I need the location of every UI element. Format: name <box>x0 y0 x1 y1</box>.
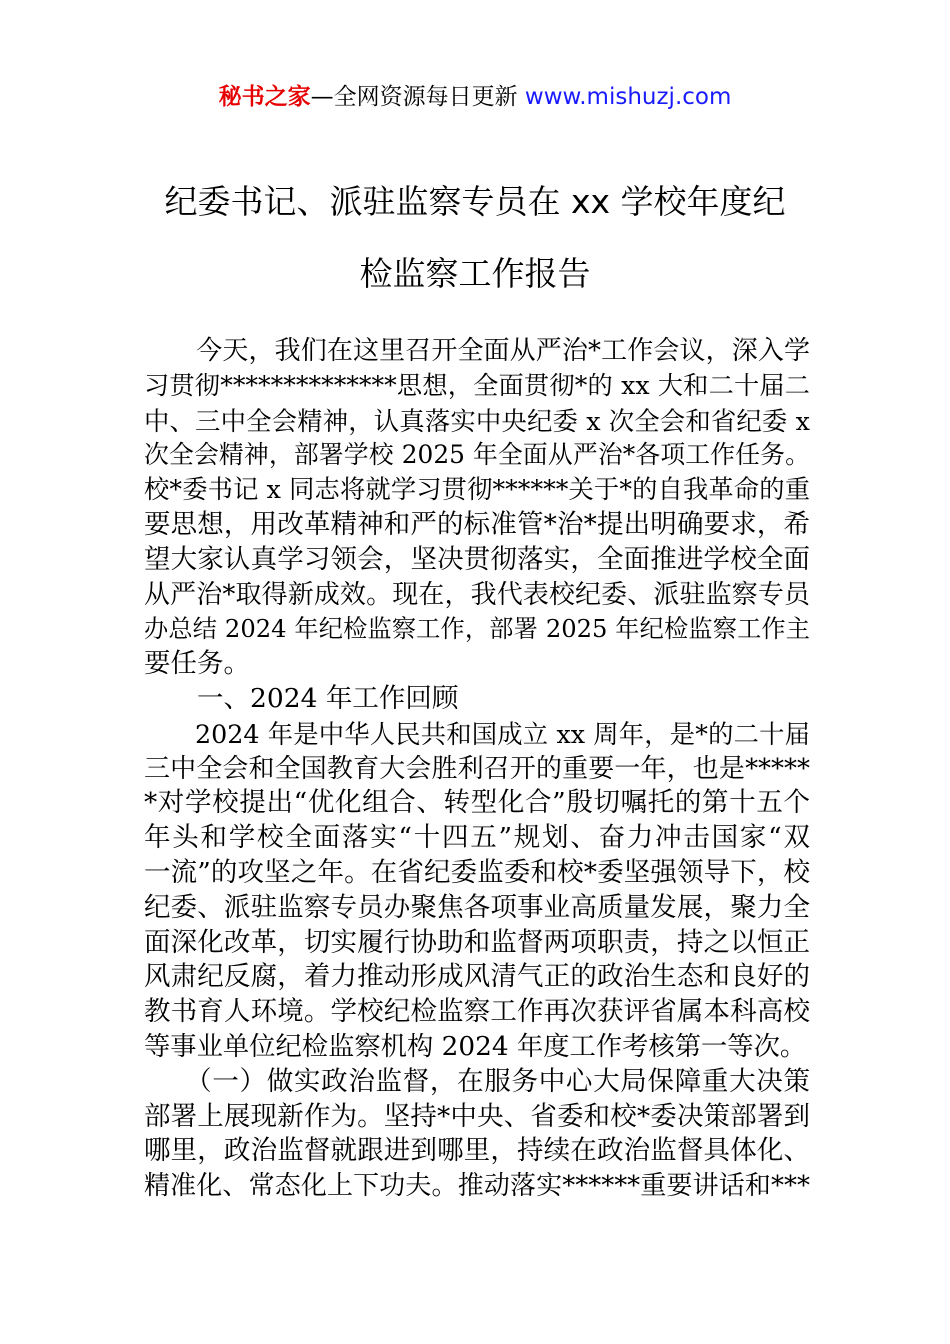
body-line: 一流”的攻坚之年。在省纪委监委和校*委坚强领导下，校 <box>144 856 810 888</box>
body-line: 今天，我们在这里召开全面从严治*工作会议，深入学 <box>144 336 810 366</box>
body-line: 面深化改革，切实履行协助和监督两项职责，持之以恒正 <box>144 926 810 958</box>
body-line: 校*委书记 x 同志将就学习贯彻******关于*的自我革命的重 <box>144 475 810 505</box>
body-line: 等事业单位纪检监察机构 2024 年度工作考核第一等次。 <box>144 1031 807 1062</box>
body-line: 精准化、常态化上下功夫。推动落实******重要讲话和*** <box>144 1171 810 1202</box>
document-body <box>144 334 810 1204</box>
document-title <box>120 166 830 310</box>
body-line: *对学校提出“优化组合、转型化合”殷切嘱托的第十五个 <box>144 787 810 819</box>
site-header <box>0 80 950 114</box>
body-line: 办总结 2024 年纪检监察工作，部署 2025 年纪检监察工作主 <box>144 615 810 644</box>
site-slogan: —全网资源每日更新 <box>310 84 518 110</box>
site-url-link[interactable]: www.mishuzj.com <box>524 84 732 110</box>
body-line: 次全会精神，部署学校 2025 年全面从严治*各项工作任务。 <box>144 440 810 470</box>
body-line: 2024 年是中华人民共和国成立 xx 周年，是*的二十届 <box>144 718 810 749</box>
body-line: 要任务。 <box>144 648 250 680</box>
body-line: 部署上展现新作为。坚持*中央、省委和校*委决策部署到 <box>144 1100 810 1132</box>
site-brand: 秘书之家 <box>218 84 311 110</box>
title-line-2: 检监察工作报告 <box>359 254 591 293</box>
body-line: 年头和学校全面落实“十四五”规划、奋力冲击国家“双 <box>144 822 810 854</box>
body-line: 纪委、派驻监察专员办聚焦各项事业高质量发展，聚力全 <box>144 891 810 923</box>
body-line: （一）做实政治监督，在服务中心大局保障重大决策 <box>144 1065 810 1097</box>
title-line-1: 纪委书记、派驻监察专员在 xx 学校年度纪 <box>164 182 786 221</box>
body-line: 望大家认真学习领会，坚决贯彻落实，全面推进学校全面 <box>144 543 810 575</box>
body-line: 中、三中全会精神，认真落实中央纪委 x 次全会和省纪委 x <box>144 405 810 436</box>
body-line: 三中全会和全国教育大会胜利召开的重要一年，也是***** <box>144 753 810 784</box>
body-line: 教书育人环境。学校纪检监察工作再次获评省属本科高校 <box>144 996 810 1028</box>
body-line: 要思想，用改革精神和严的标准管*治*提出明确要求，希 <box>144 508 810 540</box>
body-line: 风肃纪反腐，着力推动形成风清气正的政治生态和良好的 <box>144 961 810 993</box>
body-line: 习贯彻**************思想，全面贯彻*的 xx 大和二十届二 <box>144 370 810 400</box>
body-line: 哪里，政治监督就跟进到哪里，持续在政治监督具体化、 <box>144 1135 810 1167</box>
body-line: 从严治*取得新成效。现在，我代表校纪委、派驻监察专员 <box>144 579 810 610</box>
section-heading: 一、2024 年工作回顾 <box>144 682 459 714</box>
